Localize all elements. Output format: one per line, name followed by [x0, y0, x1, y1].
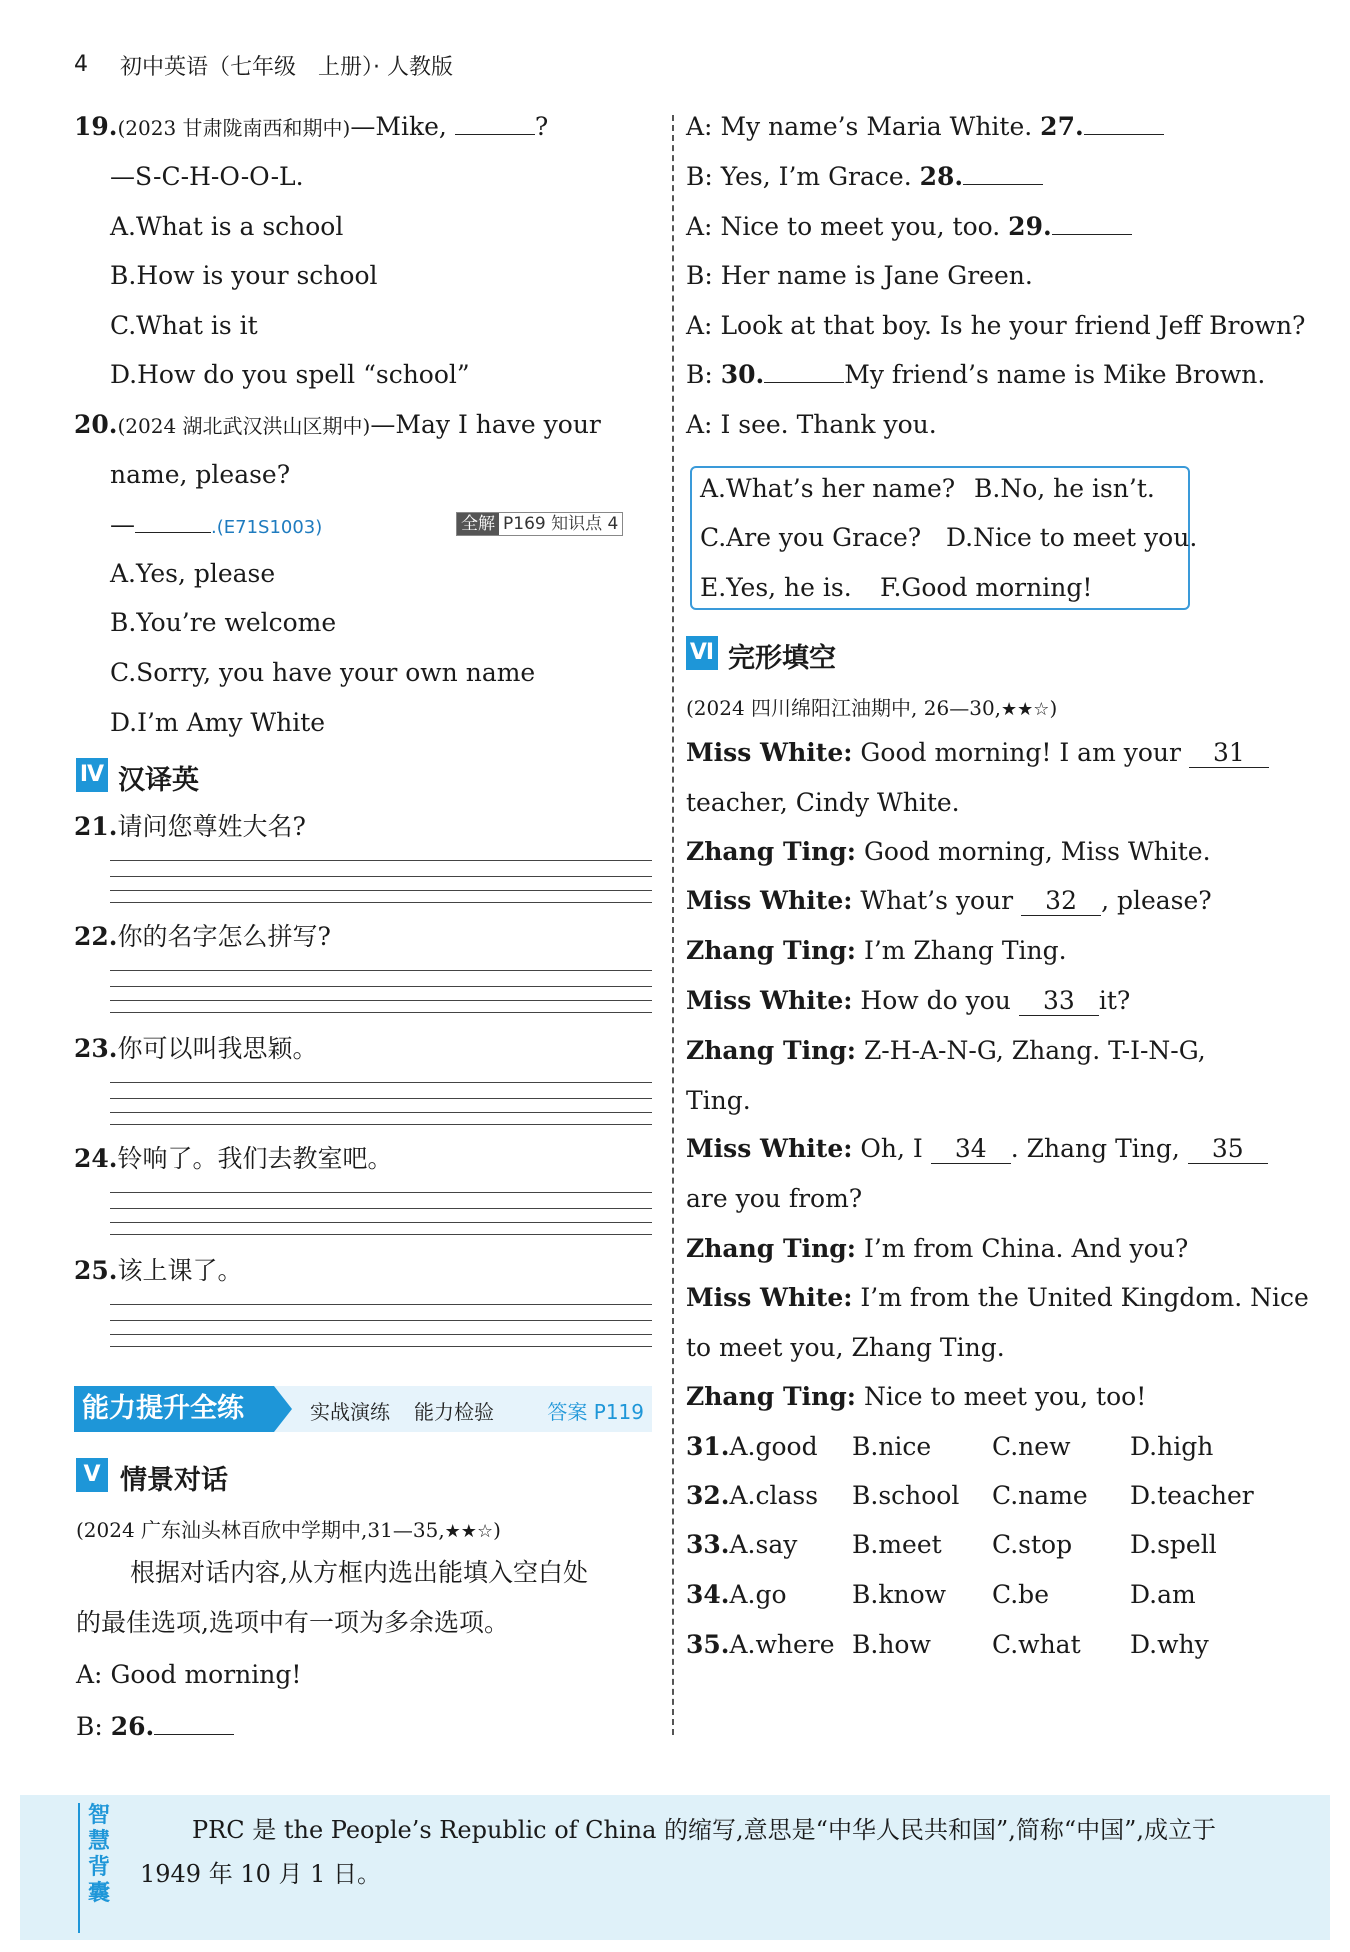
choice-option[interactable]: B.meet: [852, 1530, 942, 1559]
section-6-source-text: (2024 四川绵阳江油期中, 26—30,: [686, 696, 1002, 720]
choice-option[interactable]: C.be: [992, 1580, 1049, 1609]
answer-line: [110, 1334, 652, 1335]
cloze-text: I’m from the United Kingdom. Nice: [860, 1283, 1309, 1312]
answer-line: [110, 860, 652, 861]
cloze-line-6: [686, 1036, 1206, 1066]
answer-line: [110, 1112, 652, 1113]
footer-line-2: 1949 年 10 月 1 日。: [140, 1860, 382, 1888]
dialog-text: Look at that boy. Is he your friend Jeff Brown?: [720, 311, 1306, 340]
dialog-line-27: [686, 112, 1164, 142]
translate-21-text: 请问您尊姓大名?: [117, 812, 306, 841]
footer-line-1: PRC 是 the People’s Republic of China 的缩写,意思是“中华人民共和国”,简称“中国”,成立于: [192, 1816, 1217, 1844]
cloze-blank-32[interactable]: 32: [1021, 888, 1101, 916]
q19-number: 19.: [74, 112, 118, 141]
dialog-text: Good morning!: [110, 1660, 302, 1689]
translate-21-number: 21.: [74, 812, 118, 841]
cloze-text: How do you: [860, 986, 1011, 1015]
q20-option-b[interactable]: B.You’re welcome: [110, 608, 337, 637]
cloze-text: Oh, I: [860, 1134, 923, 1163]
cloze-line-1: [686, 738, 1269, 768]
dialog-line-30: [686, 360, 1265, 390]
cloze-text: Nice to meet you, too!: [863, 1382, 1147, 1411]
choice-number: 31.: [686, 1432, 730, 1461]
q19-blank[interactable]: [455, 113, 535, 135]
answer-line: [110, 1320, 652, 1321]
cloze-blank-35[interactable]: 35: [1188, 1136, 1268, 1164]
speaker-miss-white: Miss White:: [686, 886, 853, 915]
page-number: 4: [74, 52, 88, 77]
choice-option[interactable]: A.go: [729, 1580, 787, 1609]
answer-line: [110, 1124, 652, 1125]
box-option-f[interactable]: F.Good morning!: [880, 573, 1093, 602]
section-6-icon: Ⅵ: [686, 636, 718, 670]
q20-stem: [74, 410, 601, 441]
answer-line: [110, 1208, 652, 1209]
wisdom-footer: [20, 1795, 1330, 1940]
cloze-line-6b: Ting.: [686, 1086, 751, 1115]
choice-option[interactable]: A.good: [729, 1432, 818, 1461]
dialog-text: Yes, I’m Grace.: [720, 162, 912, 191]
cloze-line-2: [686, 837, 1211, 867]
dialog-text: My name’s Maria White.: [720, 112, 1033, 141]
speaker-zhang-ting: Zhang Ting:: [686, 1234, 856, 1263]
choice-row-35: [686, 1630, 835, 1660]
section-5-source: [76, 1514, 501, 1543]
translate-25-text: 该上课了。: [117, 1256, 243, 1285]
translate-item-25: [74, 1256, 243, 1286]
blank-29[interactable]: [1052, 213, 1132, 235]
speaker: A:: [686, 212, 713, 241]
q20-blank[interactable]: [135, 511, 211, 533]
answer-line: [110, 890, 652, 891]
cloze-text: What’s your: [860, 886, 1014, 915]
section-5-instruction-1: 根据对话内容,从方框内选出能填入空白处: [130, 1558, 588, 1587]
choice-row-34: [686, 1580, 787, 1610]
difficulty-stars-icon: ★★☆: [444, 1521, 494, 1542]
footer-label: 智慧背囊: [88, 1803, 111, 1906]
q19-option-c[interactable]: C.What is it: [110, 311, 258, 340]
translate-23-text: 你可以叫我思颖。: [117, 1034, 318, 1063]
translate-item-24: [74, 1144, 393, 1174]
choice-row-31: [686, 1432, 818, 1462]
speaker: A:: [686, 311, 713, 340]
book-title: 初中英语（七年级 上册）· 人教版: [120, 55, 453, 80]
section-5-source-end: ): [493, 1518, 501, 1542]
choice-option[interactable]: D.teacher: [1130, 1481, 1254, 1510]
dialog-line-28: [686, 162, 1043, 192]
choice-number: 35.: [686, 1630, 730, 1659]
box-option-a[interactable]: A.What’s her name?: [700, 474, 956, 503]
dialog-text: Nice to meet you, too.: [720, 212, 1001, 241]
speaker-zhang-ting: Zhang Ting:: [686, 1382, 856, 1411]
section-6-source: [686, 692, 1057, 721]
ref-dark-label: 全解: [457, 513, 499, 535]
q20-source: (2024 湖北武汉洪山区期中): [117, 414, 371, 438]
q19-option-b[interactable]: B.How is your school: [110, 261, 378, 290]
q20-code: .(E71S1003): [211, 517, 323, 538]
banner-arrow-icon: [274, 1386, 292, 1432]
speaker-miss-white: Miss White:: [686, 1283, 853, 1312]
blank-27[interactable]: [1084, 113, 1164, 135]
translate-item-22: [74, 922, 331, 952]
banner-tag-2: 能力检验: [414, 1400, 494, 1424]
dialog-line-b26: [76, 1712, 234, 1742]
translate-item-21: [74, 812, 306, 842]
translate-24-text: 铃响了。我们去教室吧。: [117, 1144, 393, 1173]
answer-line: [110, 1222, 652, 1223]
choice-option[interactable]: C.what: [992, 1630, 1081, 1659]
cloze-line-10: [686, 1382, 1146, 1412]
q19-end: ?: [534, 112, 549, 141]
answer-line: [110, 876, 652, 877]
answer-line: [110, 902, 652, 903]
cloze-text: Good morning! I am your: [860, 738, 1181, 767]
cloze-blank-31[interactable]: 31: [1189, 740, 1269, 768]
choice-number: 33.: [686, 1530, 730, 1559]
q19-response: —S-C-H-O-O-L.: [110, 162, 304, 191]
cloze-text: I’m from China. And you?: [863, 1234, 1189, 1263]
cloze-line-8: [686, 1234, 1188, 1264]
dialog-text: My friend’s name is Mike Brown.: [844, 360, 1266, 389]
cloze-line-5: [686, 986, 1130, 1016]
section-5-title: 情景对话: [120, 1465, 228, 1496]
difficulty-stars-icon: ★★☆: [1001, 699, 1050, 720]
translate-22-number: 22.: [74, 922, 118, 951]
choice-option[interactable]: D.am: [1130, 1580, 1196, 1609]
box-option-e[interactable]: E.Yes, he is.: [700, 573, 852, 602]
q20-option-a[interactable]: A.Yes, please: [110, 559, 276, 588]
footer-accent-bar: [78, 1803, 80, 1933]
speaker: B:: [686, 261, 713, 290]
choice-option[interactable]: C.new: [992, 1432, 1071, 1461]
cloze-blank-34[interactable]: 34: [931, 1136, 1011, 1164]
cloze-text: , please?: [1101, 886, 1212, 915]
cloze-line-4: [686, 936, 1067, 966]
choice-option[interactable]: B.nice: [852, 1432, 932, 1461]
choice-option[interactable]: B.school: [852, 1481, 960, 1510]
banner-title: 能力提升全练: [74, 1386, 274, 1432]
cloze-line-7: [686, 1134, 1268, 1164]
dialog-text: Her name is Jane Green.: [720, 261, 1033, 290]
choice-number: 34.: [686, 1580, 730, 1609]
choice-number: 32.: [686, 1481, 730, 1510]
q19-text: —Mike,: [350, 112, 447, 141]
q19-option-d[interactable]: D.How do you spell “school”: [110, 360, 470, 389]
speaker: B:: [76, 1712, 103, 1741]
speaker: B:: [686, 162, 713, 191]
cloze-text: . Zhang Ting,: [1010, 1134, 1180, 1163]
cloze-blank-33[interactable]: 33: [1019, 988, 1099, 1016]
translate-23-number: 23.: [74, 1034, 118, 1063]
choice-row-33: [686, 1530, 797, 1560]
q19-option-a[interactable]: A.What is a school: [110, 212, 344, 241]
choice-option[interactable]: A.class: [729, 1481, 819, 1510]
dialog-line-a1: [76, 1660, 301, 1690]
q20-reference-badge: [456, 512, 623, 536]
box-option-d[interactable]: D.Nice to meet you.: [946, 523, 1198, 552]
answer-line: [110, 1346, 652, 1347]
q19-stem: [74, 112, 548, 143]
blank-28[interactable]: [963, 163, 1043, 185]
dialog-line-last: [686, 410, 937, 440]
dialog-line-29: [686, 212, 1132, 242]
blank-26[interactable]: [154, 1713, 234, 1735]
speaker: A:: [686, 112, 713, 141]
translate-25-number: 25.: [74, 1256, 118, 1285]
choice-option[interactable]: D.spell: [1130, 1530, 1217, 1559]
cloze-text: it?: [1098, 986, 1131, 1015]
speaker-miss-white: Miss White:: [686, 986, 853, 1015]
q19-source: (2023 甘肃陇南西和期中): [117, 116, 351, 140]
choice-option[interactable]: C.stop: [992, 1530, 1073, 1559]
dialog-text: I see. Thank you.: [720, 410, 937, 439]
dialog-line-b: [686, 261, 1033, 291]
translate-item-23: [74, 1034, 318, 1064]
choice-option[interactable]: D.high: [1130, 1432, 1214, 1461]
answer-line: [110, 1192, 652, 1193]
translate-24-number: 24.: [74, 1144, 118, 1173]
speaker: A:: [76, 1660, 103, 1689]
q20-response: [110, 510, 322, 543]
answer-line: [110, 1012, 652, 1013]
blank-30[interactable]: [764, 361, 844, 383]
speaker-zhang-ting: Zhang Ting:: [686, 1036, 856, 1065]
banner-tag-1: 实战演练: [310, 1400, 390, 1424]
choice-option[interactable]: B.how: [852, 1630, 931, 1659]
cloze-line-7c: are you from?: [686, 1184, 863, 1213]
cloze-line-9: [686, 1283, 1309, 1313]
answer-line: [110, 970, 652, 971]
blank-number: 30.: [720, 360, 765, 389]
section-4-icon: Ⅳ: [76, 758, 108, 792]
choice-option[interactable]: D.why: [1130, 1630, 1209, 1659]
box-option-c[interactable]: C.Are you Grace?: [700, 523, 922, 552]
answer-line: [110, 1082, 652, 1083]
box-option-b[interactable]: B.No, he isn’t.: [974, 474, 1155, 503]
dialog-line-a: [686, 311, 1305, 341]
q20-text: —May I have your: [370, 410, 601, 439]
cloze-text: I’m Zhang Ting.: [863, 936, 1067, 965]
cloze-text: Good morning, Miss White.: [863, 837, 1211, 866]
answer-line: [110, 1304, 652, 1305]
section-4-title: 汉译英: [118, 765, 199, 796]
choice-option[interactable]: A.say: [729, 1530, 798, 1559]
q20-number: 20.: [74, 410, 118, 439]
choice-option[interactable]: C.name: [992, 1481, 1088, 1510]
q20-dash: —: [110, 510, 135, 539]
section-5-instruction-2: 的最佳选项,选项中有一项为多余选项。: [76, 1608, 509, 1637]
ability-banner: [74, 1386, 652, 1432]
answer-line: [110, 1234, 652, 1235]
choice-row-32: [686, 1481, 818, 1511]
q20-option-c[interactable]: C.Sorry, you have your own name: [110, 658, 536, 687]
banner-answer-ref: 答案 P119: [547, 1400, 644, 1424]
section-6-source-end: ): [1049, 696, 1058, 720]
speaker-miss-white: Miss White:: [686, 1134, 853, 1163]
blank-number: 27.: [1040, 112, 1084, 141]
column-divider: [672, 115, 674, 1735]
translate-22-text: 你的名字怎么拼写?: [117, 922, 331, 951]
blank-number: 28.: [919, 162, 964, 191]
blank-number: 29.: [1008, 212, 1052, 241]
speaker: A:: [686, 410, 713, 439]
answer-line: [110, 986, 652, 987]
cloze-line-3: [686, 886, 1212, 916]
q20-option-d[interactable]: D.I’m Amy White: [110, 708, 326, 737]
speaker-zhang-ting: Zhang Ting:: [686, 837, 856, 866]
speaker-miss-white: Miss White:: [686, 738, 853, 767]
ref-light-label: P169 知识点 4: [503, 514, 619, 534]
speaker-zhang-ting: Zhang Ting:: [686, 936, 856, 965]
cloze-line-1b: teacher, Cindy White.: [686, 788, 960, 817]
choice-option[interactable]: A.where: [729, 1630, 835, 1659]
section-5-source-text: (2024 广东汕头林百欣中学期中,31—35,: [76, 1518, 445, 1542]
section-6-title: 完形填空: [728, 643, 836, 674]
speaker: B:: [686, 360, 713, 389]
blank-number: 26.: [110, 1712, 155, 1741]
section-5-icon: Ⅴ: [76, 1458, 108, 1492]
answer-line: [110, 1098, 652, 1099]
q20-stem-line2: name, please?: [110, 460, 291, 489]
cloze-line-9b: to meet you, Zhang Ting.: [686, 1333, 1005, 1362]
choice-option[interactable]: B.know: [852, 1580, 947, 1609]
answer-line: [110, 1000, 652, 1001]
cloze-text: Z-H-A-N-G, Zhang. T-I-N-G,: [863, 1036, 1206, 1065]
